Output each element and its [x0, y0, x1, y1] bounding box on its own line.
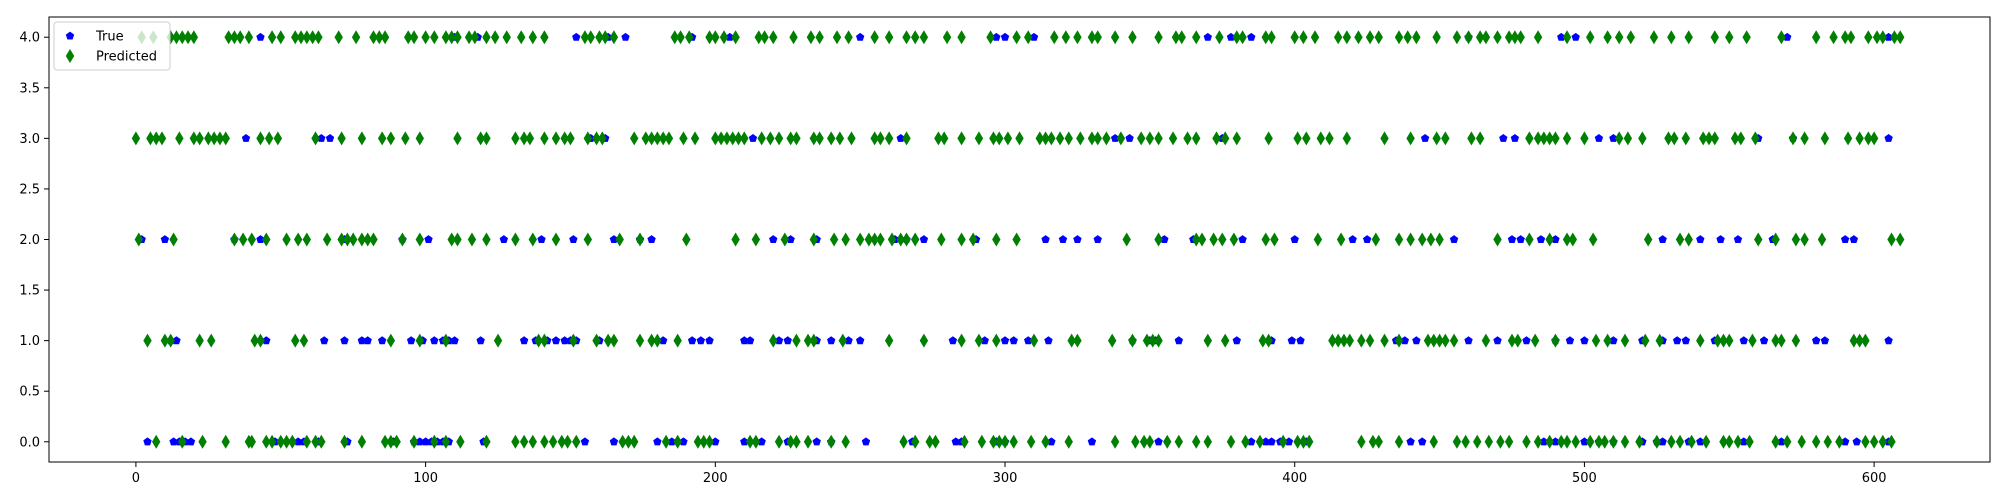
y-tick-label: 2.0: [19, 233, 40, 248]
x-tick-label: 100: [413, 471, 439, 486]
x-tick-label: 300: [992, 471, 1018, 486]
y-tick-label: 4.0: [19, 30, 40, 46]
legend-label-predicted: Predicted: [96, 49, 158, 65]
x-tick-label: 400: [1282, 471, 1308, 486]
y-tick-label: 1.5: [19, 283, 40, 299]
x-tick-label: 500: [1572, 471, 1597, 486]
legend: [54, 22, 170, 70]
x-tick-label: 0: [131, 471, 141, 486]
y-tick-label: 0.5: [19, 384, 40, 400]
y-tick-label: 3.0: [19, 131, 40, 147]
legend-label-true: True: [96, 29, 124, 45]
y-tick-label: 1.0: [19, 334, 40, 350]
y-tick-label: 2.5: [19, 182, 40, 198]
x-tick-label: 600: [1861, 471, 1887, 486]
x-tick-label: 200: [702, 471, 728, 486]
y-tick-label: 0.0: [19, 435, 40, 451]
y-tick-label: 3.5: [19, 81, 40, 97]
